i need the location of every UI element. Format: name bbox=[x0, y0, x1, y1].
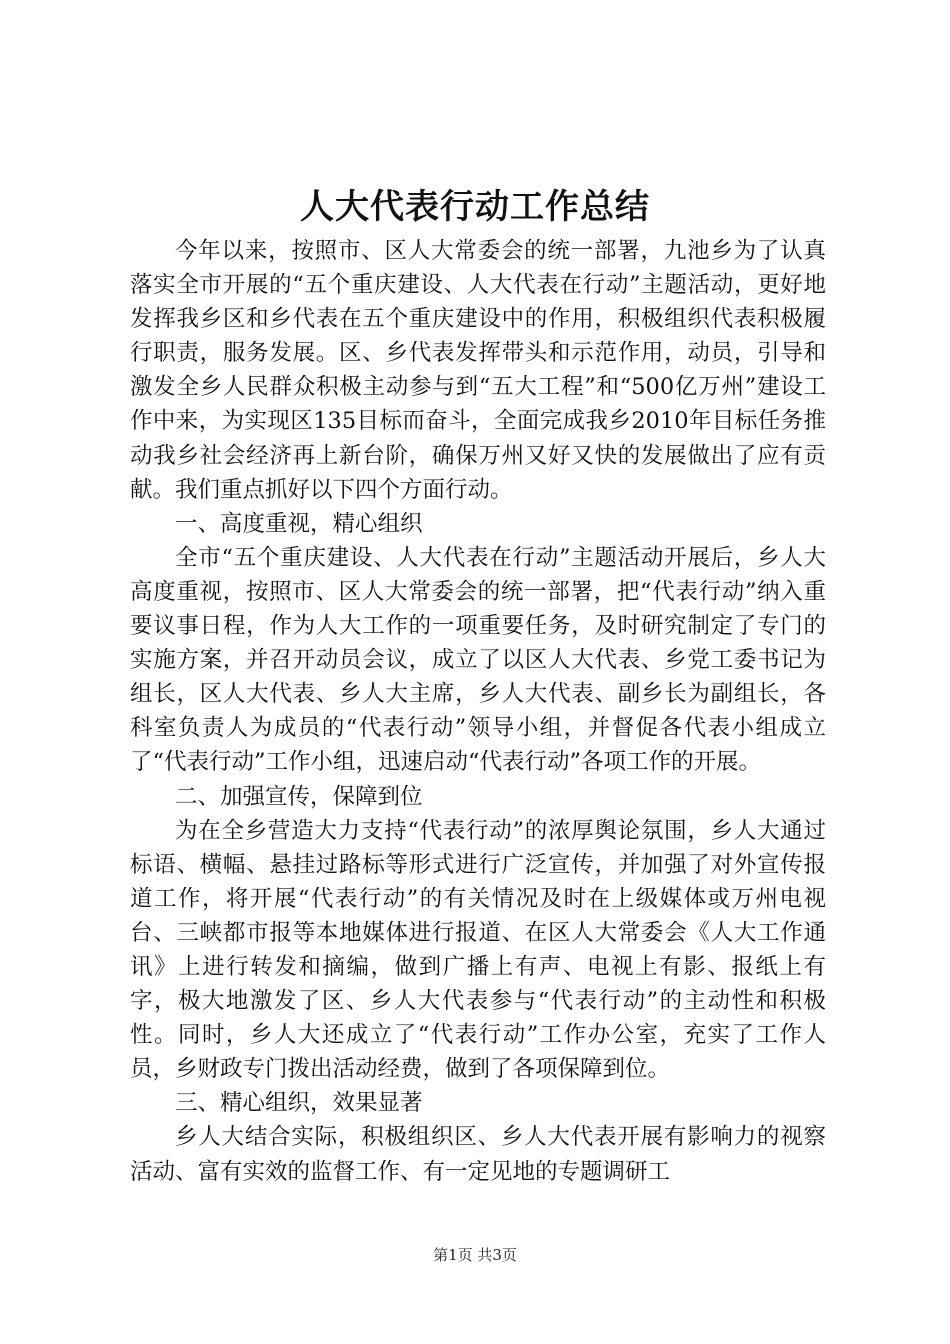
paragraph-section-1: 全市“五个重庆建设、人大代表在行动”主题活动开展后，乡人大高度重视，按照市、区人大常委会的统一部署，把“代表行动”纳入重要议事日程，作为人大工作的一项重要任务，及时研究制定了专门的实施方案，并召开动员会议，成立了以区人大代表、乡党工委书记为组长，区人大代表、乡人大主席，乡人大代表、副乡长为副组长，各科室负责人为成员的“代表行动”领导小组，并督促各代表小组成立了“代表行动”工作小组，迅速启动“代表行动”各项工作的开展。 bbox=[130, 544, 826, 776]
document-title: 人大代表行动工作总结 bbox=[300, 187, 650, 227]
section-heading-2: 二、加强宣传，保障到位 bbox=[175, 783, 423, 810]
section-heading-3: 三、精心组织，效果显著 bbox=[175, 1090, 423, 1117]
page-footer: 第1页 共3页 bbox=[433, 1246, 517, 1264]
document-body bbox=[130, 234, 826, 1189]
paragraph-section-2: 为在全乡营造大力支持“代表行动”的浓厚舆论氛围，乡人大通过标语、横幅、悬挂过路标等形式进行广泛宣传，并加强了对外宣传报道工作，将开展“代表行动”的有关情况及时在上级媒体或万州电视台、三峡都市报等本地媒体进行报道、在区人大常委会《人大工作通讯》上进行转发和摘编，做到广播上有声、电视上有影、报纸上有字，极大地激发了区、乡人大代表参与“代表行动”的主动性和积极性。同时，乡人大还成立了“代表行动”工作办公室，充实了工作人员，乡财政专门拨出活动经费，做到了各项保障到位。 bbox=[130, 817, 826, 1083]
paragraph-intro: 今年以来，按照市、区人大常委会的统一部署，九池乡为了认真落实全市开展的“五个重庆建设、人大代表在行动”主题活动，更好地发挥我乡区和乡代表在五个重庆建设中的作用，积极组织代表积极履行职责，服务发展。区、乡代表发挥带头和示范作用，动员，引导和激发全乡人民群众积极主动参与到“五大工程”和“500亿万州”建设工作中来，为实现区135目标而奋斗，全面完成我乡2010年目标任务推动我乡社会经济再上新台阶，确保万州又好又快的发展做出了应有贡献。我们重点抓好以下四个方面行动。 bbox=[130, 238, 826, 503]
paragraph-section-3: 乡人大结合实际，积极组织区、乡人大代表开展有影响力的视察活动、富有实效的监督工作、有一定见地的专题调研工 bbox=[130, 1124, 826, 1185]
section-heading-1: 一、高度重视，精心组织 bbox=[175, 510, 423, 537]
